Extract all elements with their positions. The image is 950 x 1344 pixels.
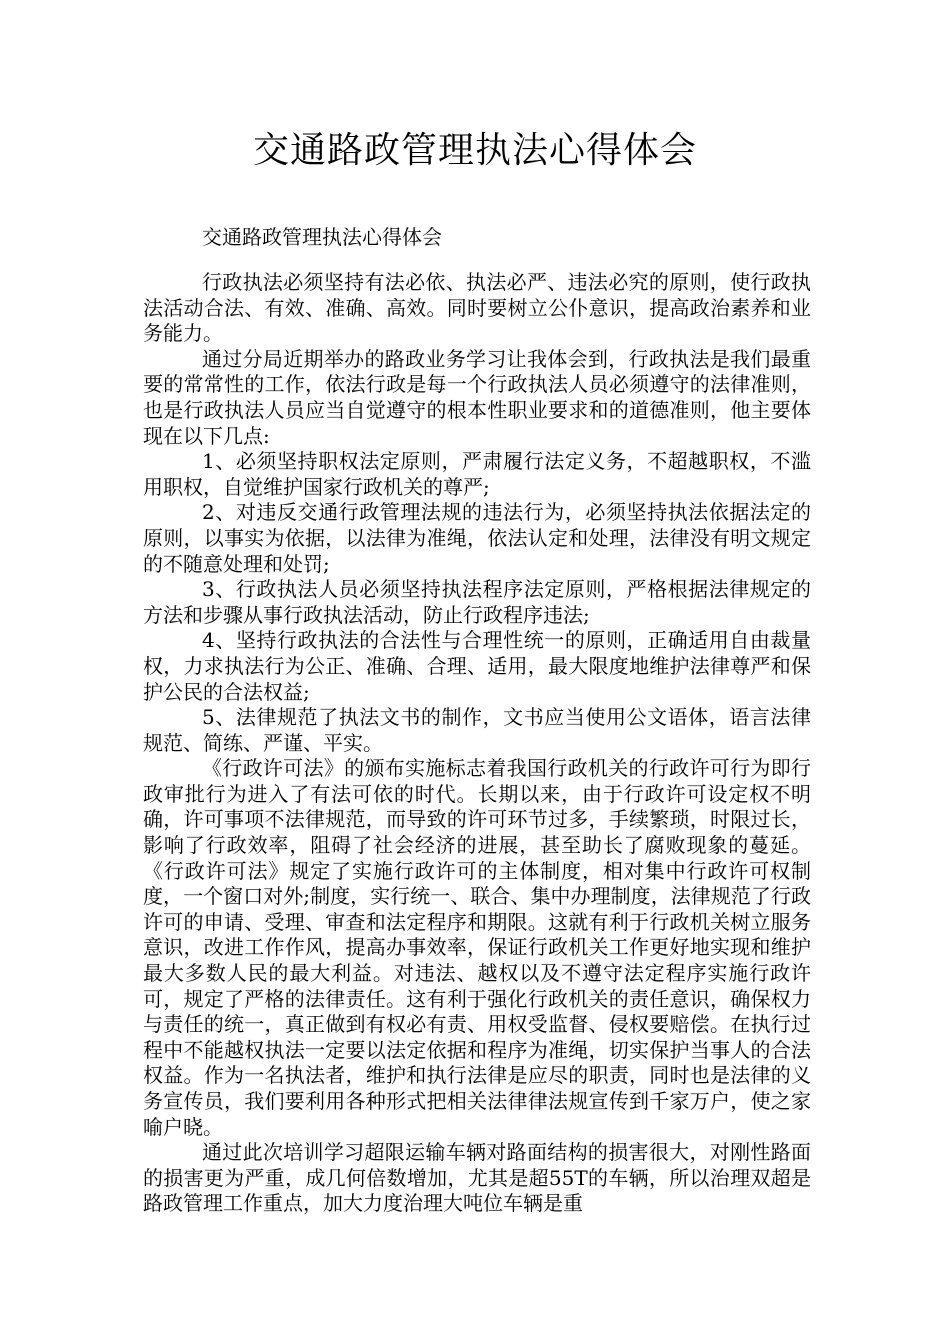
- document-title: 交通路政管理执法心得体会: [252, 130, 697, 171]
- paragraph: 通过分局近期举办的路政业务学习让我体会到，行政执法是我们最重要的常常性的工作，依法行政是每一个行政执法人员必须遵守的法律准则，也是行政执法人员应当自觉遵守的根本性职业要求和的道德准则，他主要体现在以下几点:: [143, 346, 811, 448]
- paragraph: 《行政许可法》的颁布实施标志着我国行政机关的行政许可行为即行政审批行为进入了有法可依的时代。长期以来，由于行政许可设定权不明确，许可事项不法律规范，而导致的许可环节过多，手续繁琐，时限过长，影响了行政效率，阻碍了社会经济的进展，甚至助长了腐败现象的蔓延。《行政许可法》规定了实施行政许可的主体制度，相对集中行政许可权制度，一个窗口对外;制度，实行统一、联合、集中办理制度，法律规范了行政许可的申请、受理、审查和法定程序和期限。这就有利于行政机关树立服务意识，改进工作作风，提高办事效率，保证行政机关工作更好地实现和维护最大多数人民的最大利益。对违法、越权以及不遵守法定程序实施行政许可，规定了严格的法律责任。这有利于强化行政机关的责任意识，确保权力与责任的统一，真正做到有权必有责、用权受监督、侵权要赔偿。在执行过程中不能越权执法一定要以法定依据和程序为准绳，切实保护当事人的合法权益。作为一名执法者，维护和执行法律是应尽的职责，同时也是法律的义务宣传员，我们要利用各种形式把相关法律律法规宣传到千家万户，使之家喻户晓。: [143, 756, 811, 1139]
- list-item: 1、必须坚持职权法定原则，严肃履行法定义务，不超越职权，不滥用职权，自觉维护国家行政机关的尊严;: [143, 449, 811, 499]
- list-item: 4、坚持行政执法的合法性与合理性统一的原则，正确适用自由裁量权，力求执法行为公正、准确、合理、适用，最大限度地维护法律尊严和保护公民的合法权益;: [143, 628, 811, 704]
- paragraph: 行政执法必须坚持有法必依、执法必严、违法必究的原则，使行政执法活动合法、有效、准确、高效。同时要树立公仆意识，提高政治素养和业务能力。: [143, 270, 811, 346]
- list-item: 5、法律规范了执法文书的制作，文书应当使用公文语体，语言法律规范、简练、严谨、平实。: [143, 705, 811, 755]
- document-subtitle: 交通路政管理执法心得体会: [202, 225, 442, 249]
- list-item: 2、对违反交通行政管理法规的违法行为，必须坚持执法依据法定的原则，以事实为依据，以法律为准绳，依法认定和处理，法律没有明文规定的不随意处理和处罚;: [143, 500, 811, 576]
- list-item: 3、行政执法人员必须坚持执法程序法定原则，严格根据法律规定的方法和步骤从事行政执法活动，防止行政程序违法;: [143, 577, 811, 627]
- document-body: [143, 270, 811, 1217]
- paragraph: 通过此次培训学习超限运输车辆对路面结构的损害很大，对刚性路面的损害更为严重，成几何倍数增加，尤其是超55T的车辆，所以治理双超是路政管理工作重点，加大力度治理大吨位车辆是重: [143, 1140, 811, 1216]
